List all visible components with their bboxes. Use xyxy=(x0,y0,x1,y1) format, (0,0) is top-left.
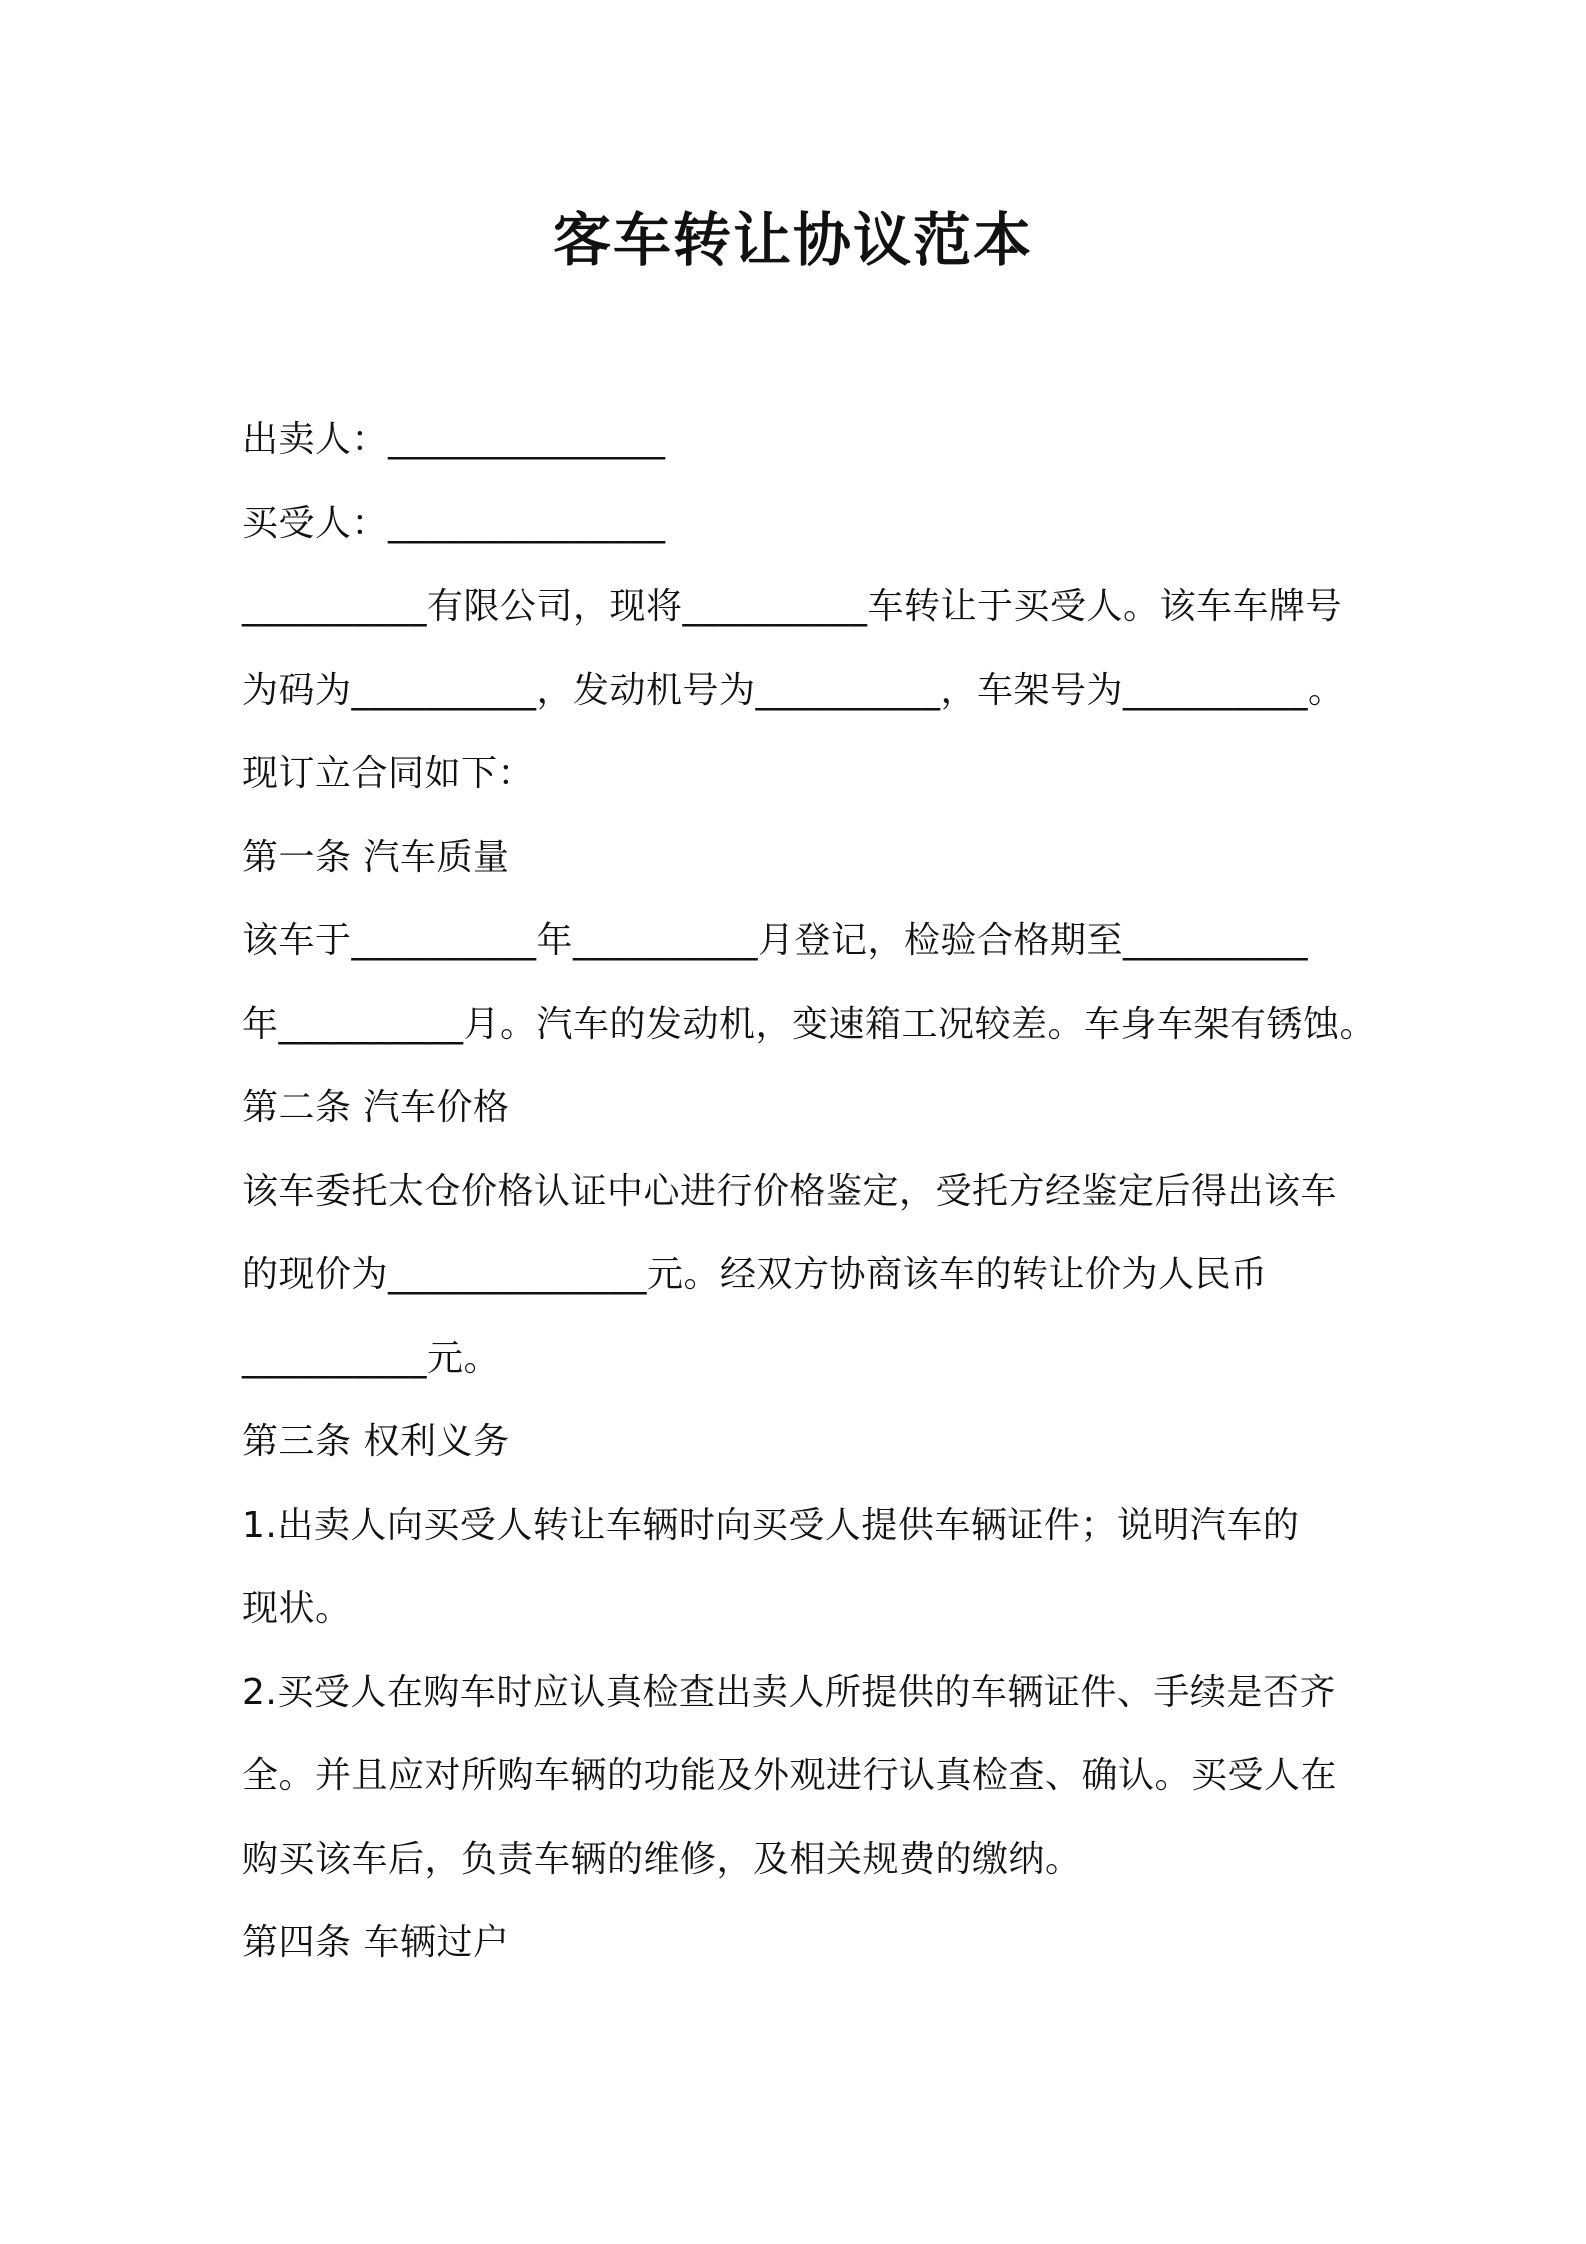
paragraph-line: 的现价为______________元。经双方协商该车的转让价为人民币 xyxy=(242,1254,1268,1295)
paragraph-line: 现状。 xyxy=(242,1588,352,1629)
paragraph-line: __________有限公司，现将__________车转让于买受人。该车车牌号 xyxy=(242,586,1343,627)
paragraph-line: 年__________月。汽车的发动机，变速箱工况较差。车身车架有锈蚀。 xyxy=(242,1003,1377,1045)
article-heading: 第一条 汽车质量 xyxy=(242,836,510,878)
paragraph-line: 该车委托太仓价格认证中心进行价格鉴定，受托方经鉴定后得出该车 xyxy=(242,1170,1338,1212)
paragraph-line: 该车于__________年__________月登记，检验合格期至__________ xyxy=(242,920,1309,961)
article-heading: 第三条 权利义务 xyxy=(242,1421,510,1462)
paragraph-line: 购买该车后，负责车辆的维修，及相关规费的缴纳。 xyxy=(242,1838,1082,1880)
paragraph-line: 为码为__________，发动机号为__________，车架号为__________。 xyxy=(242,669,1345,711)
buyer-line: 买受人：_______________ xyxy=(242,502,666,544)
paragraph-line: 现订立合同如下： xyxy=(242,753,535,794)
seller-line: 出卖人：_______________ xyxy=(242,419,666,460)
paragraph-line: 2.买受人在购车时应认真检查出卖人所提供的车辆证件、手续是否齐 xyxy=(242,1671,1336,1713)
paragraph-line: 1.出卖人向买受人转让车辆时向买受人提供车辆证件；说明汽车的 xyxy=(242,1504,1300,1546)
paragraph-line: 全。并且应对所购车辆的功能及外观进行认真检查、确认。买受人在 xyxy=(242,1755,1338,1796)
paragraph-line: __________元。 xyxy=(242,1337,501,1379)
article-heading: 第二条 汽车价格 xyxy=(242,1087,510,1128)
article-heading: 第四条 车辆过户 xyxy=(242,1922,510,1963)
document-body xyxy=(242,398,1377,1985)
document-title: 客车转让协议范本 xyxy=(552,206,1033,274)
